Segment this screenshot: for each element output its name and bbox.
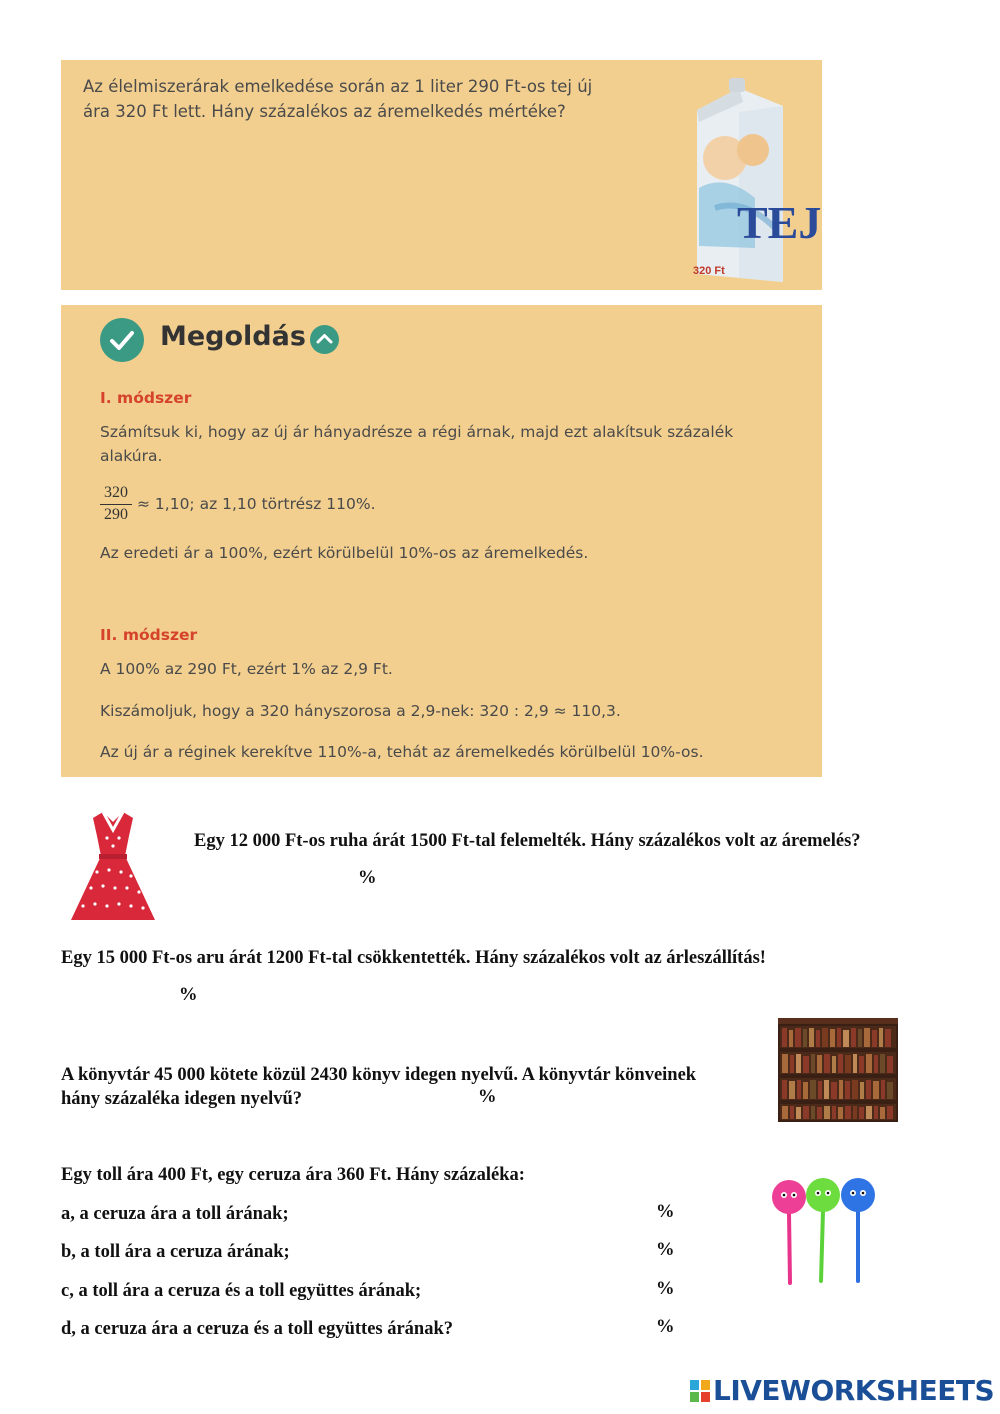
chevron-up-icon[interactable] <box>310 325 339 354</box>
problem-line-1: Az élelmiszerárak emelkedése során az 1 liter 290 Ft-os tej új <box>83 77 593 96</box>
question-3-line-1: A könyvtár 45 000 kötete közül 2430 könyv idegen nyelvű. A könyvtár könveinek <box>61 1065 697 1085</box>
method-1-line-2: alakúra. <box>100 447 163 465</box>
logo-mark-icon <box>690 1380 710 1402</box>
percent-label-q4b: % <box>656 1240 675 1260</box>
method-1-calc: ≈ 1,10; az 1,10 törtrész 110%. <box>137 495 376 513</box>
solution-box <box>61 305 822 777</box>
fraction-numerator: 320 <box>100 483 132 505</box>
bookshelf-image <box>778 1018 898 1122</box>
question-4b: b, a toll ára a ceruza árának; <box>61 1242 290 1262</box>
question-4d: d, a ceruza ára a ceruza és a toll együttes árának? <box>61 1319 454 1339</box>
logo-text: LIVEWORKSHEETS <box>713 1374 995 1407</box>
problem-box <box>61 60 822 290</box>
milk-carton-image <box>685 78 822 282</box>
carton-brand: TEJ <box>737 197 822 248</box>
check-icon <box>100 318 144 362</box>
method-2-line-2: Kiszámoljuk, hogy a 320 hányszorosa a 2,9-nek: 320 : 2,9 ≈ 110,3. <box>100 702 621 720</box>
method-1-conclusion: Az eredeti ár a 100%, ezért körülbelül 10%-os az áremelkedés. <box>100 544 589 562</box>
question-1: Egy 12 000 Ft-os ruha árát 1500 Ft-tal felemelték. Hány százalékos volt az áremelés? <box>194 831 861 851</box>
dress-image <box>67 808 159 928</box>
question-4c: c, a toll ára a ceruza és a toll együttes árának; <box>61 1281 422 1301</box>
method-2-line-3: Az új ár a réginek kerekítve 110%-a, tehát az áremelkedés körülbelül 10%-os. <box>100 743 704 761</box>
problem-text <box>83 74 623 124</box>
method-1-heading: I. módszer <box>100 389 192 407</box>
method-2-heading: II. módszer <box>100 626 198 644</box>
percent-label-q3: % <box>478 1087 497 1107</box>
carton-price: 320 Ft <box>693 265 725 277</box>
question-4-intro: Egy toll ára 400 Ft, egy ceruza ára 360 Ft. Hány százaléka: <box>61 1165 525 1185</box>
percent-label-q4a: % <box>656 1202 675 1222</box>
method-2-line-1: A 100% az 290 Ft, ezért 1% az 2,9 Ft. <box>100 660 393 678</box>
fraction <box>100 483 132 525</box>
percent-label-q4c: % <box>656 1279 675 1299</box>
pens-image <box>766 1163 884 1297</box>
method-1-line-1: Számítsuk ki, hogy az új ár hányadrésze a régi árnak, majd ezt alakítsuk százalék <box>100 423 734 441</box>
solution-title: Megoldás <box>160 321 306 352</box>
fraction-denominator: 290 <box>104 506 128 523</box>
percent-label-q1: % <box>358 868 377 888</box>
question-2: Egy 15 000 Ft-os aru árát 1200 Ft-tal csökkentették. Hány százalékos volt az árleszállítás! <box>61 948 766 968</box>
question-3-line-2: hány százaléka idegen nyelvű? <box>61 1089 303 1109</box>
percent-label-q2: % <box>179 985 198 1005</box>
question-4a: a, a ceruza ára a toll árának; <box>61 1204 289 1224</box>
percent-label-q4d: % <box>656 1317 675 1337</box>
problem-line-2: ára 320 Ft lett. Hány százalékos az áremelkedés mértéke? <box>83 102 566 121</box>
